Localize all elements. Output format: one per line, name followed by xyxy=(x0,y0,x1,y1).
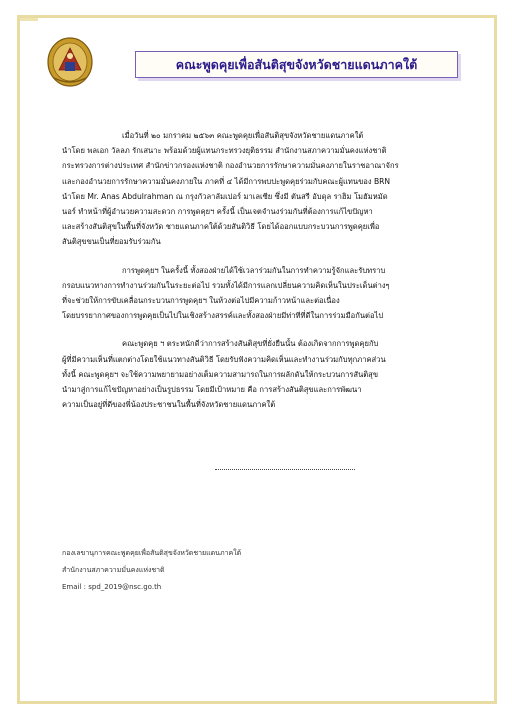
footer-office: สำนักงานสภาความมั่นคงแห่งชาติ xyxy=(62,566,165,574)
text-line: นำโดย พลเอก วัลลภ รักเสนาะ พร้อมด้วยผู้แทนกระทรวงยุติธรรม สำนักงานสภาความมั่นคงแห่งชาติ xyxy=(62,146,387,156)
footer-email: Email : spd_2019@nsc.go.th xyxy=(62,583,162,591)
text-line: กรอบแนวทางการทำงานร่วมกันในระยะต่อไป รวมทั้งได้มีการแลกเปลี่ยนความคิดเห็นในประเด็นต่างๆ xyxy=(62,280,390,290)
text-line: ทั้งนี้ คณะพูดคุยฯ จะใช้ความพยายามอย่างเต็มความสามารถในการผลักดันให้กระบวนการสันติสุข xyxy=(62,369,379,379)
text-line: คณะพูดคุย ฯ ตระหนักดีว่าการสร้างสันติสุขที่ยั่งยืนนั้น ต้องเกิดจากการพูดคุยกับ xyxy=(122,339,379,349)
text-line: และสร้างสันติสุขในพื้นที่จังหวัด ชายแดนภาคใต้ด้วยสันติวิธี โดยได้ออกแบบกระบวนการพูดคุยเพื่อ xyxy=(62,222,380,232)
text-line: นอร์ ทำหน้าที่ผู้อำนวยความสะดวก การพูดคุยฯ ครั้งนี้ เป็นเจตจำนงร่วมกันที่ต้องการแก้ไขปัญหา xyxy=(62,207,373,217)
page-title: คณะพูดคุยเพื่อสันติสุขจังหวัดชายแดนภาคใต้ xyxy=(175,56,418,72)
text-line: และกองอำนวยการรักษาความมั่นคงภายใน ภาคที่ ๔ ได้มีการพบปะพูดคุยร่วมกับคณะผู้แทนของ BRN xyxy=(62,176,391,186)
text-line: ความเป็นอยู่ที่ดีของพี่น้องประชาชนในพื้นที่จังหวัดชายแดนภาคใต้ xyxy=(62,400,276,410)
text-line: ที่จะช่วยให้การขับเคลื่อนกระบวนการพูดคุยฯ ในห้วงต่อไปมีความก้าวหน้าและต่อเนื่อง xyxy=(62,296,340,306)
header-tab xyxy=(20,18,38,21)
footer xyxy=(62,545,241,596)
text-line: ผู้ที่มีความเห็นที่แตกต่างโดยใช้แนวทางสันติวิธี โดยรับฟังความคิดเห็นและทำงานร่วมกับทุกภาคส่วน xyxy=(62,354,386,364)
dotted-separator xyxy=(215,469,355,470)
title-box xyxy=(135,51,458,78)
footer-org: กองเลขานุการคณะพูดคุยเพื่อสันติสุขจังหวัดชายแดนภาคใต้ xyxy=(62,549,242,557)
text-line: การพูดคุยฯ ในครั้งนี้ ทั้งสองฝ่ายได้ใช้เวลาร่วมกันในการทำความรู้จักและรับทราบ xyxy=(122,265,386,275)
government-emblem-icon xyxy=(45,36,95,88)
text-line: กระทรวงการต่างประเทศ สำนักข่าวกรองแห่งชาติ กองอำนวยการรักษาความมั่นคงภายในราชอาณาจักร xyxy=(62,161,399,171)
text-line: นำโดย Mr. Anas Abdulrahman ณ กรุงกัวลาลัมเปอร์ มาเลเซีย ซึ่งมี ตันสรี อับดุล ราฮิม โมฮัมหมัด xyxy=(62,191,388,201)
text-line: นำมาสู่การแก้ไขปัญหาอย่างเป็นรูปธรรม โดยมีเป้าหมาย คือ การสร้างสันติสุขและการพัฒนา xyxy=(62,385,362,395)
document-body xyxy=(62,128,452,425)
paragraph-1 xyxy=(62,128,452,250)
paragraph-3 xyxy=(62,336,452,412)
text-line: โดยบรรยากาศของการพูดคุยเป็นไปในเชิงสร้างสรรค์และทั้งสองฝ่ายมีท่าทีที่ดีในการร่วมมือกันต่อไป xyxy=(62,311,384,321)
text-line: สันติสุขขนเป็นที่ยอมรับร่วมกัน xyxy=(62,237,161,247)
paragraph-2 xyxy=(62,263,452,324)
text-line: เมื่อวันที่ ๒๐ มกราคม ๒๕๖๓ คณะพูดคุยเพื่อสันติสุขจังหวัดชายแดนภาคใต้ xyxy=(122,131,364,140)
